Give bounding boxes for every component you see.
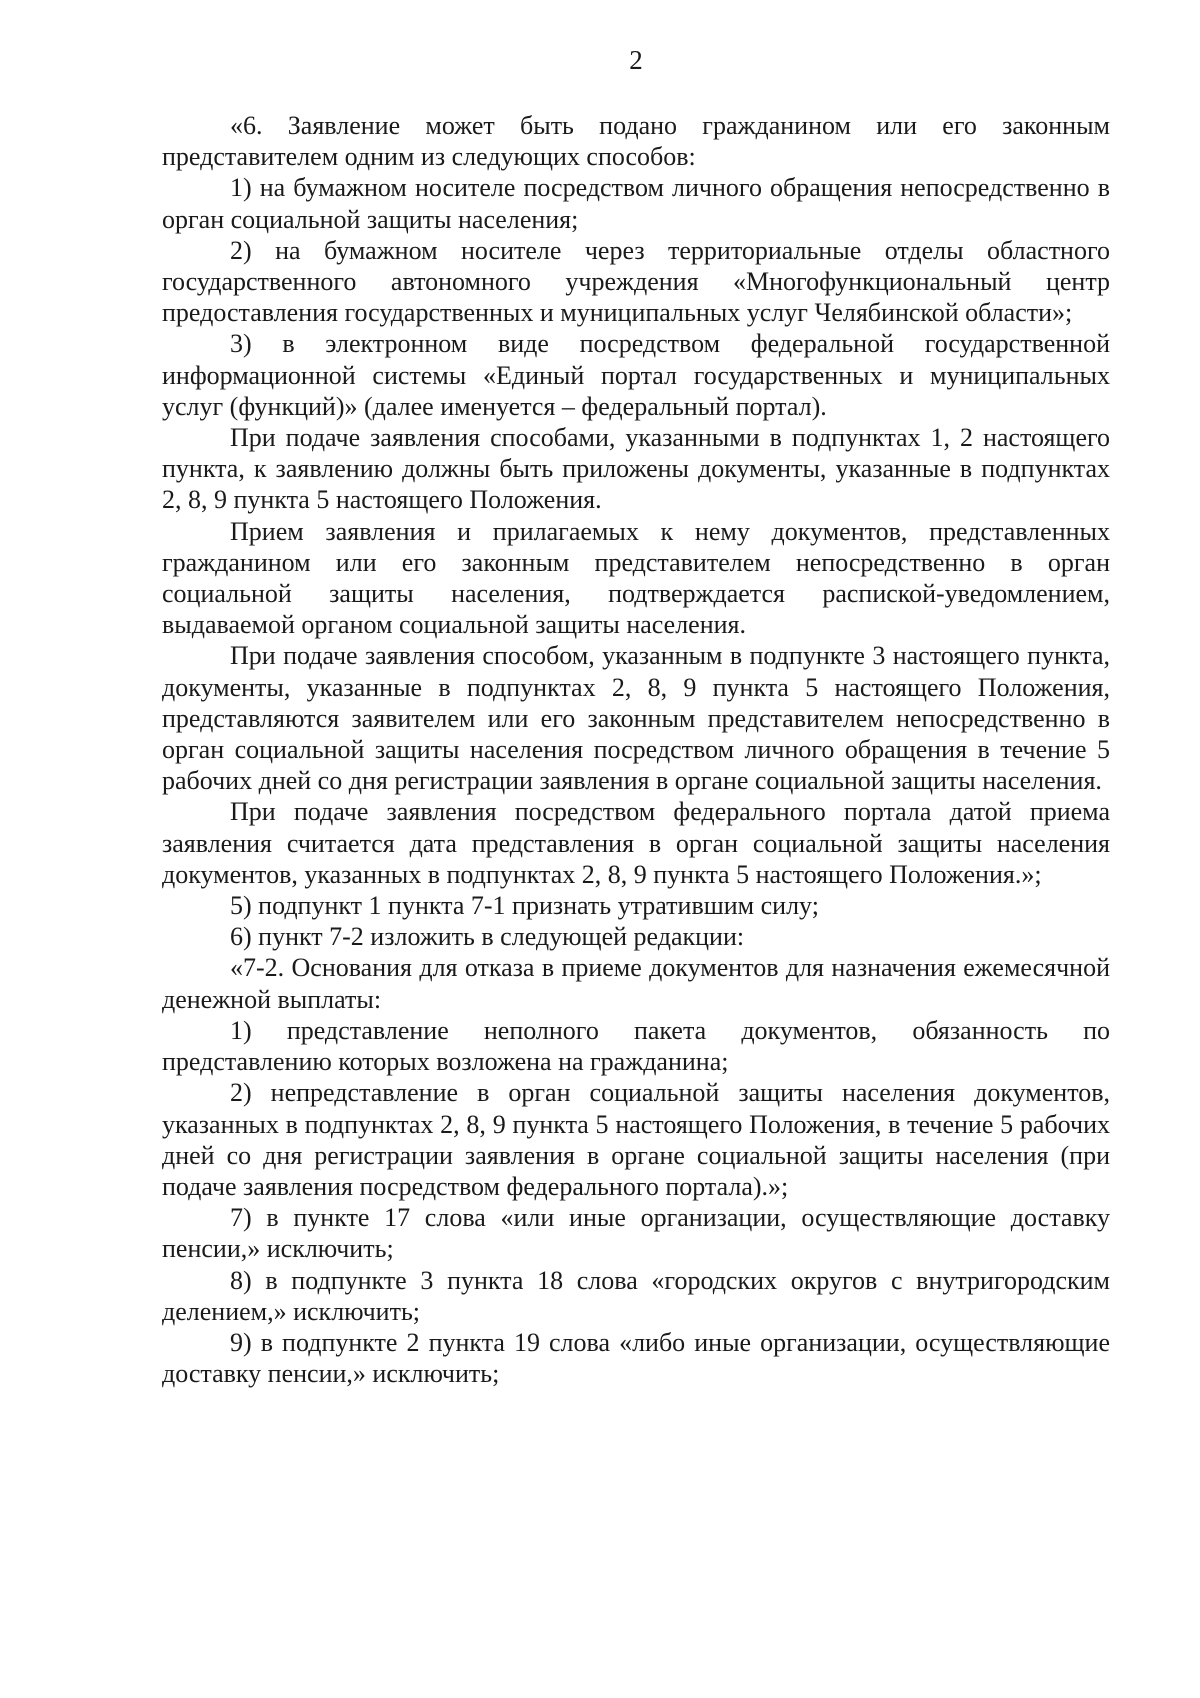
- paragraph-6-intro: «6. Заявление может быть подано гражданином или его законным представителем одним из следующих способов:: [162, 111, 1110, 172]
- paragraph-method-3: 3) в электронном виде посредством федеральной государственной информационной системы «Единый портал государственных и муниципальных услуг (функций)» (далее именуется – федеральный портал).: [162, 329, 1110, 421]
- paragraph-electronic-submission: При подаче заявления способом, указанным в подпункте 3 настоящего пункта, документы, указанные в подпунктах 2, 8, 9 пункта 5 настоящего Положения, представляются заявителем или его законным представителем непосредственно в орган социальной защиты населения посредством личного обращения в течение 5 рабочих дней со дня регистрации заявления в органе социальной защиты населения.: [162, 641, 1110, 796]
- paragraph-attached-documents: При подаче заявления способами, указанными в подпунктах 1, 2 настоящего пункта, к заявлению должны быть приложены документы, указанные в подпунктах 2, 8, 9 пункта 5 настоящего Положения.: [162, 423, 1110, 515]
- paragraph-amendment-8: 8) в подпункте 3 пункта 18 слова «городских округов с внутригородским делением,» исключить;: [162, 1265, 1110, 1326]
- paragraph-acceptance-date: При подаче заявления посредством федерального портала датой приема заявления считается дата представления в орган социальной защиты населения документов, указанных в подпунктах 2, 8, 9 пункта 5 настоящего Положения.»;: [162, 797, 1110, 889]
- paragraph-refusal-ground-1: 1) представление неполного пакета документов, обязанность по представлению которых возложена на гражданина;: [162, 1015, 1110, 1077]
- paragraph-amendment-5: 5) подпункт 1 пункта 7-1 признать утратившим силу;: [230, 891, 819, 921]
- paragraph-refusal-ground-2: 2) непредставление в орган социальной защиты населения документов, указанных в подпунктах 2, 8, 9 пункта 5 настоящего Положения, в течение 5 рабочих дней со дня регистрации заявления в органе социальной защиты населения (при подаче заявления посредством федерального портала).»;: [162, 1078, 1110, 1201]
- document-body: [162, 110, 1110, 1389]
- paragraph-amendment-7: 7) в пункте 17 слова «или иные организации, осуществляющие доставку пенсии,» исключить;: [162, 1203, 1110, 1264]
- paragraph-method-2: 2) на бумажном носителе через территориальные отделы областного государственного автономного учреждения «Многофункциональный центр предоставления государственных и муниципальных услуг Челябинской области»;: [162, 235, 1110, 328]
- paragraph-receipt-confirmation: Прием заявления и прилагаемых к нему документов, представленных гражданином или его законным представителем непосредственно в орган социальной защиты населения, подтверждается распиской-уведомлением, выдаваемой органом социальной защиты населения.: [162, 516, 1110, 640]
- paragraph-amendment-6: 6) пункт 7-2 изложить в следующей редакции:: [230, 922, 745, 952]
- paragraph-method-1: 1) на бумажном носителе посредством личного обращения непосредственно в орган социальной защиты населения;: [162, 173, 1110, 234]
- page-number: 2: [629, 45, 643, 75]
- paragraph-amendment-9: 9) в подпункте 2 пункта 19 слова «либо иные организации, осуществляющие доставку пенсии,» исключить;: [162, 1327, 1110, 1389]
- paragraph-7-2-intro: «7-2. Основания для отказа в приеме документов для назначения ежемесячной денежной выплаты:: [162, 953, 1110, 1014]
